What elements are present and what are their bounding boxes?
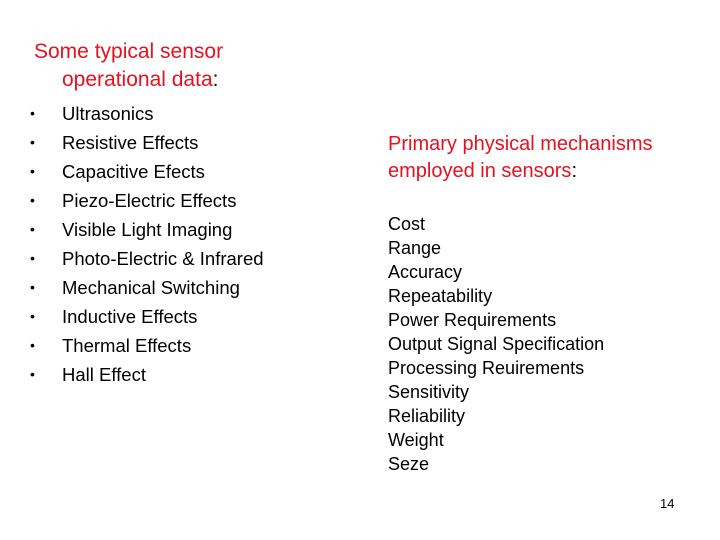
- list-item: [30, 331, 264, 360]
- list-item: Power Requirements: [388, 310, 557, 330]
- list-item: Weight: [388, 430, 444, 450]
- bullet-icon: •: [30, 192, 35, 208]
- list-item-label: Piezo-Electric Effects: [62, 190, 237, 211]
- bullet-icon: •: [30, 134, 35, 150]
- right-heading-line1: Primary physical mechanisms: [388, 133, 653, 155]
- list-item: Repeatability: [388, 286, 493, 306]
- bullet-icon: •: [30, 279, 35, 295]
- list-item-label: Mechanical Switching: [62, 277, 240, 298]
- list-item: Output Signal Specification: [388, 334, 605, 354]
- list-item: [30, 157, 264, 186]
- list-item: Processing Reuirements: [388, 358, 585, 378]
- bullet-icon: •: [30, 308, 35, 324]
- list-item-label: Ultrasonics: [62, 103, 154, 124]
- list-item: [30, 215, 264, 244]
- bullet-icon: •: [30, 250, 35, 266]
- left-heading-colon: :: [212, 68, 219, 91]
- left-heading-text: Some typical sensor operational data: [34, 40, 224, 91]
- list-item: Seze: [388, 454, 430, 474]
- list-item: Sensitivity: [388, 382, 470, 402]
- right-heading: [388, 131, 718, 185]
- list-item-label: Hall Effect: [62, 364, 146, 385]
- right-heading-line2: employed in sensors: [388, 160, 572, 182]
- list-item: [30, 360, 264, 389]
- bullet-icon: •: [30, 163, 35, 179]
- left-heading: [34, 38, 322, 94]
- bullet-icon: •: [30, 366, 35, 382]
- sensor-criteria-list: [388, 212, 604, 476]
- bullet-icon: •: [30, 337, 35, 353]
- list-item: Reliability: [388, 406, 466, 426]
- sensor-type-list: [30, 99, 264, 389]
- list-item-label: Inductive Effects: [62, 306, 198, 327]
- list-item: Accuracy: [388, 262, 463, 282]
- list-item-label: Thermal Effects: [62, 335, 192, 356]
- list-item: [30, 186, 264, 215]
- list-item: [30, 244, 264, 273]
- list-item: [30, 273, 264, 302]
- list-item: [30, 128, 264, 157]
- page-number: 14: [660, 496, 675, 511]
- list-item-label: Visible Light Imaging: [62, 219, 233, 240]
- right-heading-colon: :: [571, 160, 577, 182]
- list-item: [30, 302, 264, 331]
- bullet-icon: •: [30, 105, 35, 121]
- list-item-label: Photo-Electric & Infrared: [62, 248, 264, 269]
- list-item: Range: [388, 238, 442, 258]
- list-item-label: Resistive Effects: [62, 132, 199, 153]
- list-item-label: Capacitive Efects: [62, 161, 205, 182]
- list-item: Cost: [388, 214, 426, 234]
- list-item: [30, 99, 264, 128]
- bullet-icon: •: [30, 221, 35, 237]
